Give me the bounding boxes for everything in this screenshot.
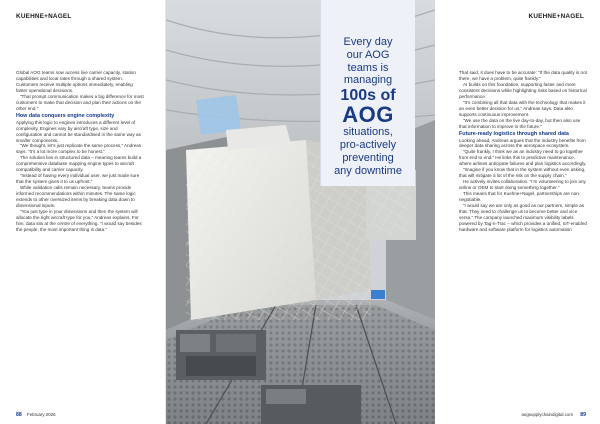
body-paragraph: “You just type in your dimensions and then the system will allocate the right aircraft type for you,” Andreas explains. For him, data sits at the centre of everything. “I would say besides the people, the most important thing is data.” [16,208,142,232]
quote-line: our AOG [346,48,390,61]
body-paragraph: AI builds on this foundation, supporting faster and more consistent decisions while highlighting risks based on historical performance. [459,81,587,99]
quote-line: preventing [342,151,394,164]
website-url: aogsupplychaindigital.com [521,412,573,417]
quote-line: managing [343,74,393,87]
body-paragraph: “We thought, let’s just replicate the same process,” Andreas says. “It’s a lot more complex to be honest.” [16,143,142,155]
body-paragraph: “That prompt communication makes a big difference for most customers to make that decision and plan their actions on the other end.” [16,93,144,111]
body-paragraph: Global AOG teams now access live carrier capacity, station capabilities and local rates through a shared system. Customers receive multiple options immediately, enabling faster operational decisions. [16,70,136,93]
body-paragraph: He actively invites collaboration. “I’m volunteering to join any airline or OEM to start doing something together.” [459,179,586,191]
quote-highlight: 100s of [340,87,396,105]
quote-line: pro-actively [339,138,397,151]
pull-quote [320,0,415,186]
body-paragraph: “Quite frankly, I think we as an industry need to go together from end to end.” He links this to predictive maintenance, where airlines anticipate failures and plan logistics accordingly. [459,149,587,167]
body-paragraph: “We use the data on the live day-to-day, but then also use that information to improve in the future.” [459,117,581,129]
right-column-text [459,70,587,233]
brand-logo: KUEHNE+NAGEL [16,13,72,20]
body-paragraph: Looking ahead, Andreas argues that the industry benefits from deeper data sharing across the aerospace ecosystem. [459,137,586,149]
quote-line: Every day [343,36,393,48]
left-page [0,0,166,424]
body-paragraph: The solution lies in structured data – meaning teams build a comprehensive database mapping engine types to aircraft compatibility and carrier capacity. [16,155,142,173]
brand-logo: KUEHNE+NAGEL [528,13,584,20]
page-number: 88 [16,412,22,418]
body-paragraph: “Instead of having every individual user, we just made sure that the system gives it to us upfront.” [16,173,140,185]
section-heading: How data conquers engine complexity [16,113,115,120]
quote-highlight-aog: AOG [342,102,394,128]
quote-line: any downtime [334,164,402,177]
body-paragraph: This means that for Kuehne+Nagel, partnerships are non-negotiable. [459,191,581,203]
body-paragraph: “Imagine if you know that in the system without even asking, that will mitigate a lot of the risk on the supply chain.” [459,167,586,179]
body-paragraph: “I would say we are only as good as our partners, simple as that. They need to challenge us to become better and vice versa.” The company launched maximum visibility labels powered by Tag-n-Trac – which provides a unified, IoT-enabled hardware and software platform for logistics automation [459,203,587,232]
page-folio-right [521,412,586,418]
quote-line: teams is [347,61,389,74]
body-paragraph: That said, it does have to be accurate: “If the data quality is not there, we have a problem, quite frankly.” [459,70,587,81]
issue-date: February 2026 [27,412,56,417]
page-folio-left [16,412,56,418]
section-heading: Future-ready logistics through shared data [459,131,569,138]
body-paragraph: “It’s combining all that data with the technology that makes it an even better decision for us,” Andreas says. Data also supports continuous improvement. [459,99,586,117]
body-paragraph: While validation calls remain necessary, teams provide informed recommendations within minutes. The same logic extends to other oversized items by breaking data down to dimensional inputs. [16,185,136,209]
right-page [435,0,600,424]
quote-line: situations, [343,126,393,139]
left-column-text [16,70,144,233]
body-paragraph: Applying this logic to engines introduces a different level of complexity. Engines vary by aircraft type, size and configuration and cannot be standardised in the same way as smaller components. [16,119,141,143]
page-number: 89 [580,412,586,418]
